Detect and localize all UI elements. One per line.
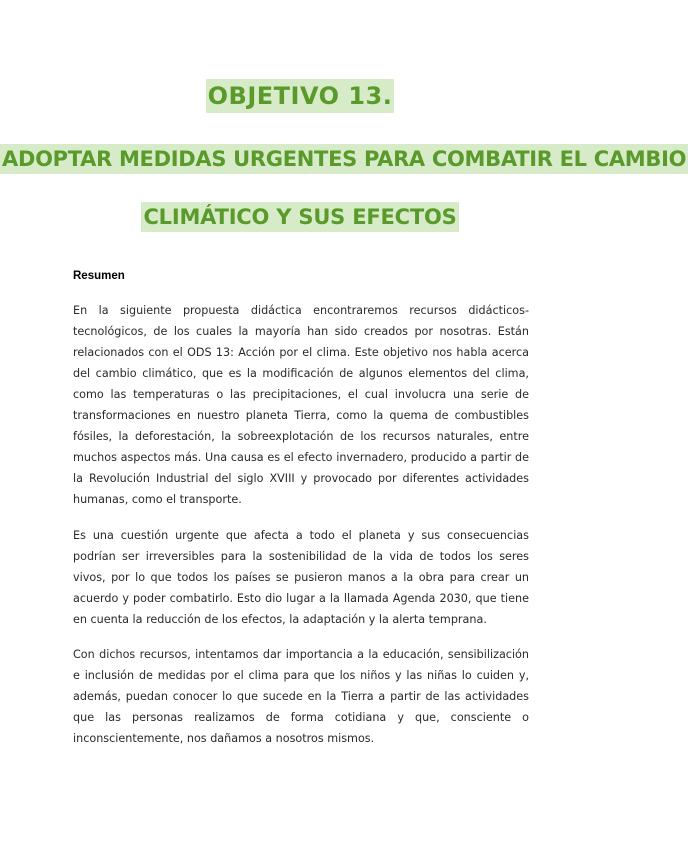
title-line-1: OBJETIVO 13. (206, 79, 395, 113)
paragraph-2: Es una cuestión urgente que afecta a todo el planeta y sus consecuencias podrían ser irreversibles para la sostenibilidad de la vida de todos los seres vivos, por lo que todos los países se pusieron manos a la obra para crear un acuerdo y poder combatirlo. Esto dio lugar a la llamada Agenda 2030, que tiene en cuenta la reducción de los efectos, la adaptación y la alerta temprana. (73, 529, 529, 626)
title-line-3: CLIMÁTICO Y SUS EFECTOS (141, 202, 458, 232)
section-heading: Resumen (73, 270, 125, 282)
title-goal-line-3 (0, 205, 600, 229)
paragraph-3: Con dichos recursos, intentamos dar importancia a la educación, sensibilización e inclusión de medidas por el clima para que los niños y las niñas lo cuiden y, además, puedan conocer lo que sucede en la Tierra a partir de las actividades que las personas realizamos de forma cotidiana y que, consciente o inconscientemente, nos dañamos a nosotros mismos. (73, 648, 529, 745)
title-goal-line-2 (0, 147, 687, 171)
title-line-2: ADOPTAR MEDIDAS URGENTES PARA COMBATIR EL CAMBIO (0, 144, 688, 174)
paragraph-1: En la siguiente propuesta didáctica encontraremos recursos didácticos-tecnológicos, de los cuales la mayoría han sido creados por nosotras. Están relacionados con el ODS 13: Acción por el clima. Este objetivo nos habla acerca del cambio climático, que es la modificación de algunos elementos del clima, como las temperaturas o las precipitaciones, el cual involucra una serie de transformaciones en nuestro planeta Tierra, como la quema de combustibles fósiles, la deforestación, la sobreexplotación de los recursos naturales, entre muchos aspectos más. Una causa es el efecto invernadero, producido a partir de la Revolución Industrial del siglo XVIII y provocado por diferentes actividades humanas, como el transporte. (73, 304, 529, 506)
title-objective-number (0, 82, 600, 110)
